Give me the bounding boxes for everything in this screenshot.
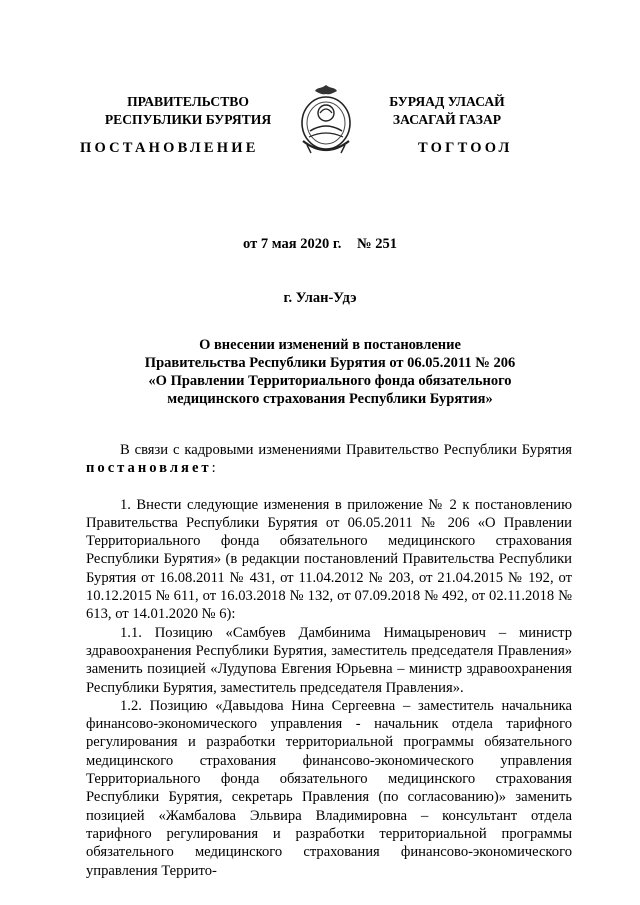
intro-paragraph <box>86 441 572 478</box>
government-name-bua-line2: ЗАСАГАЙ ГАЗАР <box>392 112 502 127</box>
paragraph-1-2: 1.2. Позицию «Давыдова Нина Сергеевна – заместитель начальника финансово-экономического управления - начальник отдела тарифного регулирования и разработки территориальной программы обязательного медицинского страхования финансово-экономического управления Территориального фонда обязательного медицинского страхования Республики Бурятия, секретарь Правления (по согласованию)» заменить позицией «Жамбалова Эльвира Владимировна – консультант отдела тарифного регулирования и разработки территориальной программы обязательного медицинского страхования финансово-экономического управления Террито- <box>86 697 572 879</box>
intro-end: : <box>211 460 216 477</box>
government-name-bua-line1: БУРЯАД УЛАСАЙ <box>389 94 505 109</box>
paragraph-1: 1. Внести следующие изменения в приложение № 2 к постановлению Правительства Республики Бурятия от 06.05.2011 № 206 «О Правлении Территориального фонда обязательного медицинского страхования Республики Бурятия» (в редакции постановлений Правительства Республики Бурятия от 16.08.2011 № 431, от 11.04.2012 № 203, от 21.04.2015 № 192, от 10.12.2015 № 611, от 16.03.2018 № 132, от 07.09.2018 № 492, от 02.11.2018 № 613, от 14.01.2020 № 6): <box>86 496 572 623</box>
document-number: № 251 <box>357 236 397 252</box>
title-line: «О Правлении Территориального фонда обязательного <box>148 373 512 389</box>
document-type-ru: ПОСТАНОВЛЕНИЕ <box>80 140 259 156</box>
government-name-ru <box>93 93 283 129</box>
government-name-line1: ПРАВИТЕЛЬСТВО <box>127 94 249 109</box>
paragraph-1-1: 1.1. Позицию «Самбуев Дамбинима Нимацыренович – министр здравоохранения Республики Бурятия, заместитель председателя Правления» заменить позицией «Лудупова Евгения Юрьевна – министр здравоохранения Республики Бурятия, заместитель председателя Правления». <box>86 624 572 696</box>
government-name-bua <box>352 93 542 129</box>
title-line: Правительства Республики Бурятия от 06.05.2011 № 206 <box>144 355 516 371</box>
document-city: г. Улан-Удэ <box>283 290 357 306</box>
document-date: от 7 мая 2020 г. <box>243 236 342 252</box>
document-type-bua: ТОГТООЛ <box>418 140 513 156</box>
intro-spaced-verb: постановляет <box>86 460 212 477</box>
title-line: О внесении изменений в постановление <box>199 337 461 353</box>
document-body <box>86 441 572 880</box>
document-title <box>100 336 560 408</box>
title-line: медицинского страхования Республики Бурятия» <box>167 391 493 407</box>
government-name-line2: РЕСПУБЛИКИ БУРЯТИЯ <box>104 112 272 127</box>
intro-text: В связи с кадровыми изменениями Правительство Республики Бурятия <box>120 442 572 458</box>
date-number-line <box>0 236 640 253</box>
buryatia-coat-of-arms-icon <box>297 83 355 159</box>
